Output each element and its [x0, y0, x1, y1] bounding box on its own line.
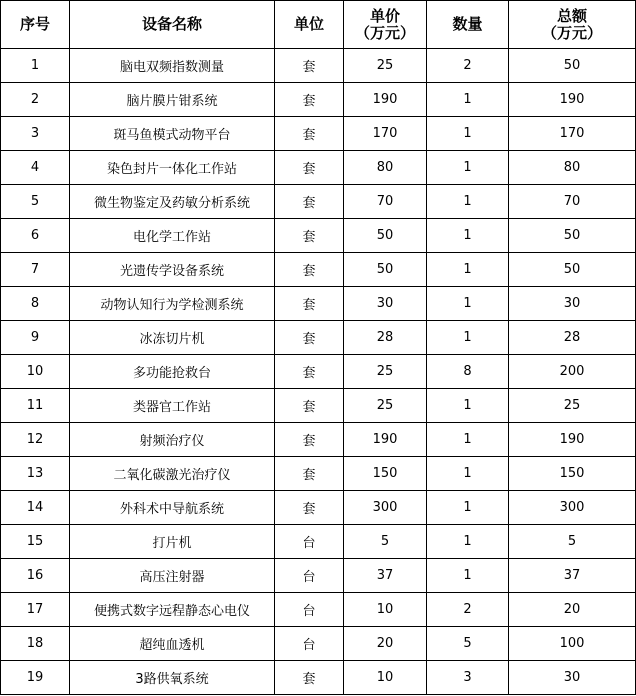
table-row: [1, 83, 636, 117]
cell-total: 20: [509, 593, 636, 627]
table-body: [1, 49, 636, 695]
cell-qty: 1: [427, 253, 509, 287]
cell-index: 9: [1, 321, 70, 355]
cell-price: 10: [344, 661, 427, 695]
cell-name: 高压注射器: [70, 559, 275, 593]
table-row: [1, 185, 636, 219]
header-row: [1, 1, 636, 49]
cell-index: 2: [1, 83, 70, 117]
cell-price: 50: [344, 219, 427, 253]
table-row: [1, 321, 636, 355]
cell-unit: 套: [275, 423, 344, 457]
cell-unit: 套: [275, 185, 344, 219]
cell-qty: 2: [427, 593, 509, 627]
cell-total: 190: [509, 423, 636, 457]
table-row: [1, 389, 636, 423]
cell-total: 190: [509, 83, 636, 117]
cell-price: 80: [344, 151, 427, 185]
cell-total: 170: [509, 117, 636, 151]
cell-total: 50: [509, 219, 636, 253]
cell-qty: 3: [427, 661, 509, 695]
cell-unit: 套: [275, 355, 344, 389]
cell-price: 25: [344, 389, 427, 423]
cell-unit: 套: [275, 389, 344, 423]
header-total: [509, 1, 636, 49]
cell-price: 30: [344, 287, 427, 321]
cell-qty: 1: [427, 457, 509, 491]
cell-qty: 1: [427, 559, 509, 593]
cell-unit: 套: [275, 457, 344, 491]
table-row: [1, 627, 636, 661]
cell-price: 10: [344, 593, 427, 627]
cell-price: 50: [344, 253, 427, 287]
cell-name: 染色封片一体化工作站: [70, 151, 275, 185]
header-price-unit: （万元）: [354, 23, 415, 42]
table-row: [1, 559, 636, 593]
table-row: [1, 253, 636, 287]
cell-index: 17: [1, 593, 70, 627]
cell-unit: 套: [275, 661, 344, 695]
cell-unit: 台: [275, 593, 344, 627]
cell-index: 6: [1, 219, 70, 253]
cell-name: 外科术中导航系统: [70, 491, 275, 525]
cell-index: 1: [1, 49, 70, 83]
table-row: [1, 219, 636, 253]
cell-name: 超纯血透机: [70, 627, 275, 661]
header-index: 序号: [1, 1, 70, 49]
cell-index: 16: [1, 559, 70, 593]
cell-index: 15: [1, 525, 70, 559]
cell-total: 50: [509, 49, 636, 83]
cell-price: 25: [344, 355, 427, 389]
cell-total: 80: [509, 151, 636, 185]
cell-qty: 1: [427, 219, 509, 253]
header-total-unit: （万元）: [541, 23, 602, 42]
cell-index: 8: [1, 287, 70, 321]
header-total-label: 总额: [556, 6, 587, 25]
cell-index: 5: [1, 185, 70, 219]
cell-price: 20: [344, 627, 427, 661]
cell-price: 300: [344, 491, 427, 525]
cell-index: 19: [1, 661, 70, 695]
cell-qty: 1: [427, 525, 509, 559]
table-row: [1, 355, 636, 389]
cell-unit: 套: [275, 83, 344, 117]
table-row: [1, 525, 636, 559]
table-row: [1, 423, 636, 457]
cell-price: 25: [344, 49, 427, 83]
cell-total: 28: [509, 321, 636, 355]
cell-unit: 套: [275, 219, 344, 253]
cell-index: 13: [1, 457, 70, 491]
cell-name: 二氧化碳激光治疗仪: [70, 457, 275, 491]
cell-unit: 套: [275, 287, 344, 321]
cell-name: 多功能抢救台: [70, 355, 275, 389]
cell-name: 微生物鉴定及药敏分析系统: [70, 185, 275, 219]
cell-unit: 套: [275, 321, 344, 355]
cell-total: 200: [509, 355, 636, 389]
cell-name: 光遗传学设备系统: [70, 253, 275, 287]
cell-unit: 台: [275, 627, 344, 661]
cell-name: 3路供氧系统: [70, 661, 275, 695]
cell-qty: 2: [427, 49, 509, 83]
cell-unit: 台: [275, 525, 344, 559]
cell-name: 冰冻切片机: [70, 321, 275, 355]
cell-price: 190: [344, 423, 427, 457]
table-row: [1, 661, 636, 695]
table-header: [1, 1, 636, 49]
table-row: [1, 151, 636, 185]
cell-unit: 台: [275, 559, 344, 593]
cell-total: 25: [509, 389, 636, 423]
cell-total: 150: [509, 457, 636, 491]
cell-name: 射频治疗仪: [70, 423, 275, 457]
cell-qty: 1: [427, 83, 509, 117]
cell-name: 脑电双频指数测量: [70, 49, 275, 83]
cell-qty: 1: [427, 389, 509, 423]
cell-index: 7: [1, 253, 70, 287]
cell-qty: 1: [427, 491, 509, 525]
cell-total: 30: [509, 287, 636, 321]
cell-price: 70: [344, 185, 427, 219]
table-row: [1, 491, 636, 525]
header-unit: 单位: [275, 1, 344, 49]
header-name: 设备名称: [70, 1, 275, 49]
cell-name: 脑片膜片钳系统: [70, 83, 275, 117]
table-row: [1, 49, 636, 83]
cell-unit: 套: [275, 49, 344, 83]
cell-total: 37: [509, 559, 636, 593]
cell-price: 190: [344, 83, 427, 117]
cell-price: 170: [344, 117, 427, 151]
cell-index: 14: [1, 491, 70, 525]
cell-total: 5: [509, 525, 636, 559]
cell-unit: 套: [275, 253, 344, 287]
cell-unit: 套: [275, 117, 344, 151]
cell-total: 100: [509, 627, 636, 661]
cell-price: 150: [344, 457, 427, 491]
cell-total: 50: [509, 253, 636, 287]
cell-qty: 1: [427, 117, 509, 151]
cell-unit: 套: [275, 151, 344, 185]
cell-index: 10: [1, 355, 70, 389]
cell-qty: 1: [427, 321, 509, 355]
cell-total: 30: [509, 661, 636, 695]
cell-index: 3: [1, 117, 70, 151]
cell-qty: 1: [427, 287, 509, 321]
cell-total: 300: [509, 491, 636, 525]
header-price: [344, 1, 427, 49]
cell-qty: 1: [427, 151, 509, 185]
cell-name: 斑马鱼模式动物平台: [70, 117, 275, 151]
cell-unit: 套: [275, 491, 344, 525]
cell-index: 4: [1, 151, 70, 185]
cell-price: 37: [344, 559, 427, 593]
cell-price: 28: [344, 321, 427, 355]
cell-qty: 1: [427, 185, 509, 219]
cell-name: 电化学工作站: [70, 219, 275, 253]
table-row: [1, 457, 636, 491]
cell-price: 5: [344, 525, 427, 559]
cell-qty: 8: [427, 355, 509, 389]
cell-index: 12: [1, 423, 70, 457]
cell-name: 打片机: [70, 525, 275, 559]
cell-total: 70: [509, 185, 636, 219]
cell-qty: 5: [427, 627, 509, 661]
cell-index: 18: [1, 627, 70, 661]
cell-index: 11: [1, 389, 70, 423]
header-price-label: 单价: [369, 6, 400, 25]
table-row: [1, 117, 636, 151]
cell-name: 动物认知行为学检测系统: [70, 287, 275, 321]
cell-name: 类器官工作站: [70, 389, 275, 423]
table-row: [1, 593, 636, 627]
header-qty: 数量: [427, 1, 509, 49]
table-row: [1, 287, 636, 321]
cell-name: 便携式数字远程静态心电仪: [70, 593, 275, 627]
cell-qty: 1: [427, 423, 509, 457]
